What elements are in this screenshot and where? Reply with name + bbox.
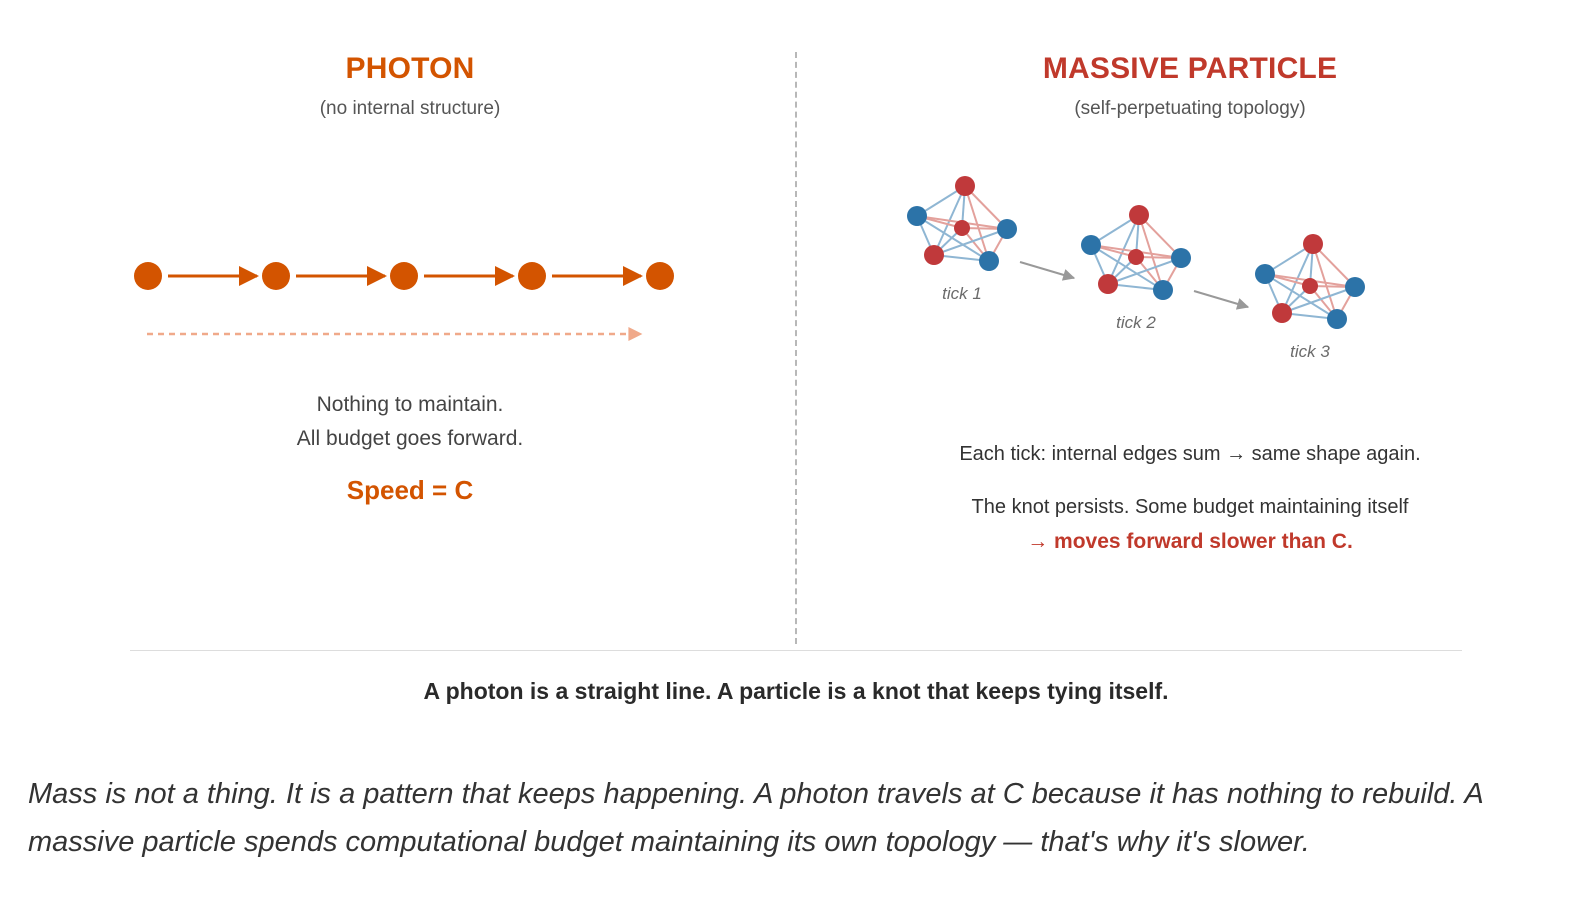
photon-chain (134, 262, 674, 290)
tick-label-2: tick 2 (1116, 313, 1156, 332)
knot-node-red (1303, 234, 1323, 254)
knot-node-blue (1327, 309, 1347, 329)
tick-arrow-2 (1194, 291, 1248, 307)
knot-node-blue (907, 206, 927, 226)
knot-node-red (924, 245, 944, 265)
knot-persists-text: The knot persists. Some budget maintaining itself (971, 496, 1409, 518)
footer-paragraph: Mass is not a thing. It is a pattern that keeps happening. A photon travels at C because it has nothing to rebuild. A massive particle spends computational budget maintaining its own topology — that's why it's slower. (28, 778, 1483, 858)
knot-node-blue (1153, 280, 1173, 300)
each-tick-text: Each tick: internal edges sum → same shape again. (959, 443, 1421, 465)
massive-subtitle: (self-perpetuating topology) (1074, 98, 1306, 119)
knot-node-red (955, 176, 975, 196)
knot-cluster-tick-2 (1081, 205, 1191, 300)
photon-subtitle: (no internal structure) (319, 98, 501, 119)
tick-arrow-1 (1020, 262, 1074, 278)
knot-node-blue (1255, 264, 1275, 284)
photon-title: PHOTON (345, 52, 475, 85)
tick-label-3: tick 3 (1290, 342, 1330, 361)
knot-node-blue (1345, 277, 1365, 297)
photon-speed: Speed = C (346, 475, 474, 505)
knot-node-blue (979, 251, 999, 271)
caption-divider (130, 650, 1462, 651)
panel-divider (795, 52, 797, 644)
knot-node-red (1128, 249, 1144, 265)
photon-description-line2: All budget goes forward. (296, 427, 524, 450)
photon-description (160, 388, 660, 456)
knot-cluster-tick-3 (1255, 234, 1365, 329)
knot-node-red (1272, 303, 1292, 323)
knot-node-blue (997, 219, 1017, 239)
knot-node-red (1129, 205, 1149, 225)
knot-group (907, 176, 1365, 329)
knot-node-red (1302, 278, 1318, 294)
massive-title: MASSIVE PARTICLE (1042, 52, 1338, 85)
photon-description-line1: Nothing to maintain. (316, 393, 504, 416)
knot-node-red (954, 220, 970, 236)
photon-node (390, 262, 418, 290)
knot-conclusion: → moves forward slower than C. (1027, 530, 1353, 553)
photon-node (134, 262, 162, 290)
knot-node-blue (1081, 235, 1101, 255)
tick-label-1: tick 1 (942, 284, 982, 303)
knot-node-blue (1171, 248, 1191, 268)
photon-node (646, 262, 674, 290)
photon-node (262, 262, 290, 290)
knot-cluster-tick-1 (907, 176, 1017, 271)
knot-node-red (1098, 274, 1118, 294)
diagram-caption: A photon is a straight line. A particle is a knot that keeps tying itself. (423, 678, 1169, 704)
photon-node (518, 262, 546, 290)
